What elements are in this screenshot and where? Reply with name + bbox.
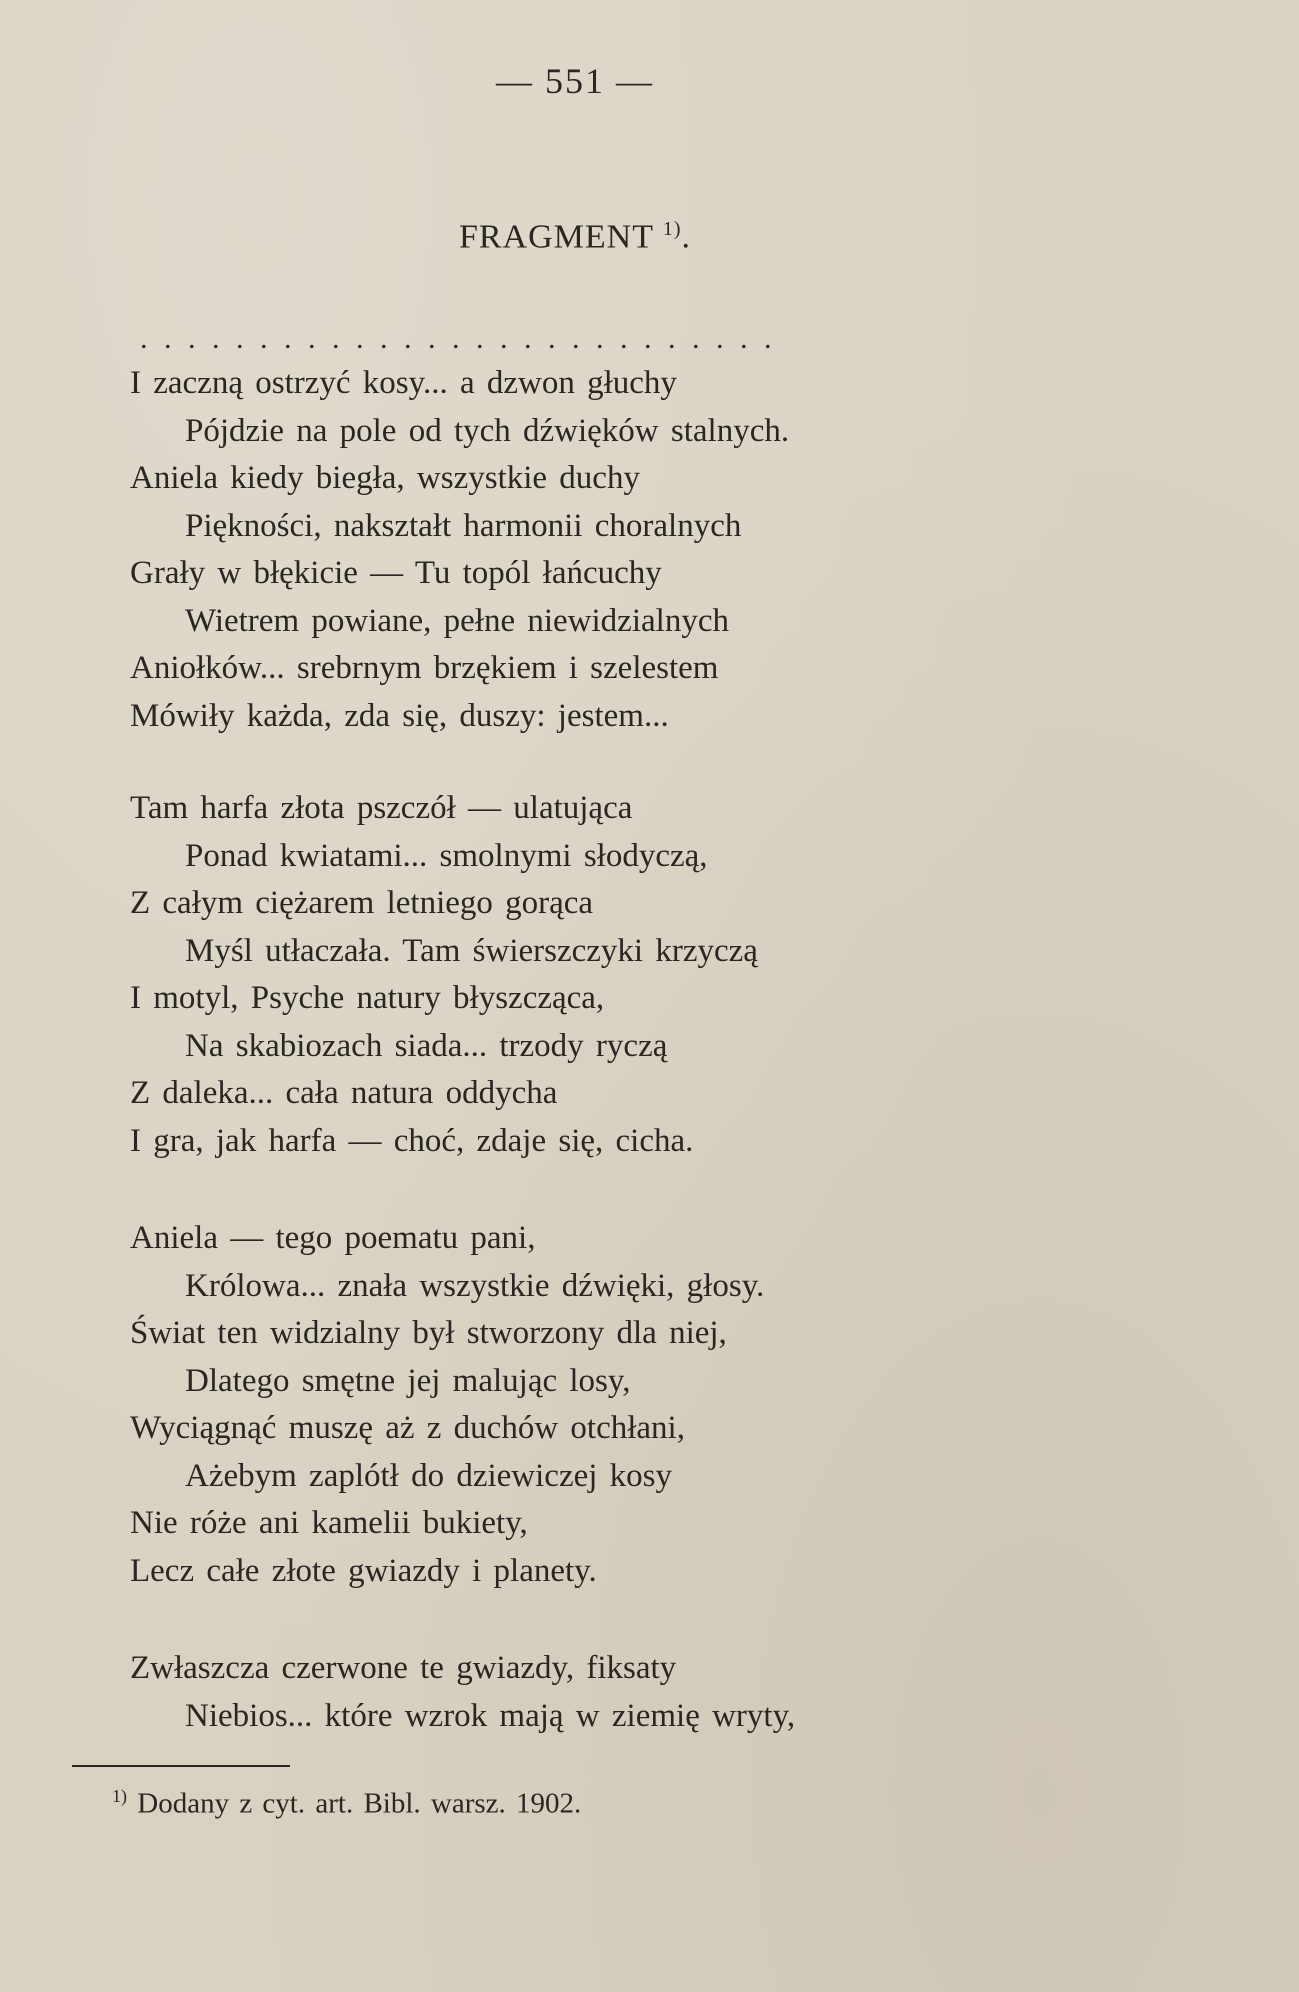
verse-line: I zaczną ostrzyć kosy... a dzwon głuchy bbox=[130, 365, 677, 401]
verse-line: Tam harfa złota pszczół — ulatująca bbox=[130, 790, 633, 826]
verse-line: I motyl, Psyche natury błyszcząca, bbox=[130, 980, 605, 1016]
verse-line: Wyciągnąć muszę aż z duchów otchłani, bbox=[130, 1410, 685, 1446]
title-footnote-marker: 1) bbox=[662, 218, 682, 240]
stanza-4 bbox=[130, 1645, 795, 1740]
verse-line: Lecz całe złote gwiazdy i planety. bbox=[130, 1552, 597, 1589]
verse-line: I gra, jak harfa — choć, zdaje się, cicha. bbox=[130, 1122, 694, 1159]
verse-line: Piękności, nakształt harmonii choralnych bbox=[185, 507, 742, 544]
verse-line: Z całym ciężarem letniego gorąca bbox=[130, 885, 594, 921]
verse-line: Aniołków... srebrnym brzękiem i szelestem bbox=[130, 650, 719, 686]
verse-line: Ponad kwiatami... smolnymi słodyczą, bbox=[185, 837, 708, 874]
verse-line: Zwłaszcza czerwone te gwiazdy, fiksaty bbox=[130, 1650, 677, 1686]
footnote bbox=[112, 1786, 581, 1821]
verse-line: Aniela — tego poematu pani, bbox=[130, 1220, 536, 1256]
verse-line: Dlatego smętne jej malując losy, bbox=[185, 1362, 631, 1399]
poem-title bbox=[0, 218, 1150, 256]
verse-line: Myśl utłaczała. Tam świerszczyki krzyczą bbox=[185, 932, 758, 969]
verse-line: Aniela kiedy biegła, wszystkie duchy bbox=[130, 460, 640, 496]
stanza-1 bbox=[130, 360, 789, 740]
stanza-3 bbox=[130, 1215, 764, 1595]
verse-line: Grały w błękicie — Tu topól łańcuchy bbox=[130, 555, 662, 591]
title-text: FRAGMENT bbox=[458, 218, 654, 256]
verse-line: Świat ten widzialny był stworzony dla niej, bbox=[130, 1315, 727, 1351]
footnote-text: Dodany z cyt. art. Bibl. warsz. 1902. bbox=[127, 1787, 582, 1820]
verse-line: Nie róże ani kamelii bukiety, bbox=[130, 1505, 528, 1541]
title-period: . bbox=[681, 218, 692, 256]
verse-line: Mówiły każda, zda się, duszy: jestem... bbox=[130, 697, 669, 734]
verse-line: Pójdzie na pole od tych dźwięków stalnych. bbox=[185, 412, 790, 449]
verse-line: Z daleka... cała natura oddycha bbox=[130, 1075, 558, 1111]
page-number: — 551 — bbox=[496, 61, 654, 101]
verse-line: Niebios... które wzrok mają w ziemię wryty, bbox=[185, 1697, 796, 1734]
footnote-marker: 1) bbox=[112, 1786, 127, 1806]
ellipsis-row: ........................... bbox=[140, 322, 788, 355]
verse-line: Na skabiozach siada... trzody ryczą bbox=[185, 1027, 668, 1064]
footnote-divider bbox=[72, 1765, 290, 1767]
verse-line: Ażebym zaplótł do dziewiczej kosy bbox=[185, 1457, 673, 1494]
verse-line: Wietrem powiane, pełne niewidzialnych bbox=[185, 602, 729, 639]
verse-line: Królowa... znała wszystkie dźwięki, głosy. bbox=[185, 1267, 765, 1304]
stanza-2 bbox=[130, 785, 758, 1165]
